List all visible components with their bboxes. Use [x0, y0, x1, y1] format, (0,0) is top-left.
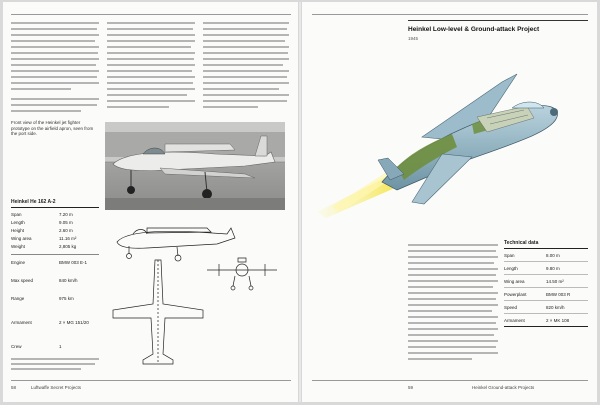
specs-heading: Heinkel He 162 A-2 — [11, 199, 56, 205]
page-title: Heinkel Low-level & Ground-attack Project — [408, 26, 540, 33]
spec-label: Height — [11, 228, 25, 233]
table-value: BMW 003 R — [546, 292, 571, 297]
right-page — [302, 2, 597, 402]
spec-value: 975 km — [59, 296, 74, 301]
table-value: 9.80 m — [546, 266, 560, 271]
table-label: Armament — [504, 318, 525, 323]
table-label: Wing area — [504, 279, 525, 284]
spec-value: 11.16 m² — [59, 236, 77, 241]
right-footer-text: Heinkel Ground-attack Projects — [472, 385, 535, 390]
jet-photo — [105, 122, 285, 210]
spec-value: 840 km/h — [59, 278, 78, 283]
spec-label: Weight — [11, 244, 25, 249]
table-value: 8.00 m — [546, 253, 560, 258]
table-value: 14.50 m² — [546, 279, 564, 284]
right-page-number: 59 — [408, 385, 414, 390]
spec-label: Span — [11, 212, 22, 217]
spec-label: Wing area — [11, 236, 32, 241]
spec-value: 2,805 kg — [59, 244, 77, 249]
spec-value: 2 × MG 151/20 — [59, 320, 89, 325]
three-view-drawing — [107, 214, 291, 374]
table-value: 820 km/h — [546, 305, 565, 310]
table-label: Length — [504, 266, 518, 271]
table-label: Speed — [504, 305, 518, 310]
spec-label: Armament — [11, 320, 32, 325]
header-rule — [11, 14, 291, 15]
spec-value: 9.05 m — [59, 220, 73, 225]
table-value: 2 × MK 108 — [546, 318, 570, 323]
photo-caption: Front view of the Heinkel jet fighter prototype on the airfield apron, seen from the port side. — [11, 120, 94, 136]
spec-value: 2.60 m — [59, 228, 73, 233]
spec-value: BMW 003 E-1 — [59, 260, 88, 265]
left-page-number: 58 — [11, 385, 17, 390]
jet-illustration — [312, 62, 562, 222]
spec-label: Length — [11, 220, 25, 225]
table-label: Span — [504, 253, 515, 258]
specs-rule — [11, 207, 99, 208]
table-heading: Technical data — [504, 240, 539, 246]
spec-value: 7.20 m — [59, 212, 73, 217]
spec-value: 1 — [59, 344, 62, 349]
left-page — [3, 2, 298, 402]
page-subtitle: 1945 — [408, 36, 419, 41]
spec-label: Range — [11, 296, 25, 301]
left-footer-text: Luftwaffe Secret Projects — [31, 385, 81, 390]
table-label: Powerplant — [504, 292, 527, 297]
spec-label: Max speed — [11, 278, 34, 283]
spec-label: Crew — [11, 344, 22, 349]
spec-label: Engine — [11, 260, 26, 265]
jet-photo-image — [105, 122, 285, 210]
